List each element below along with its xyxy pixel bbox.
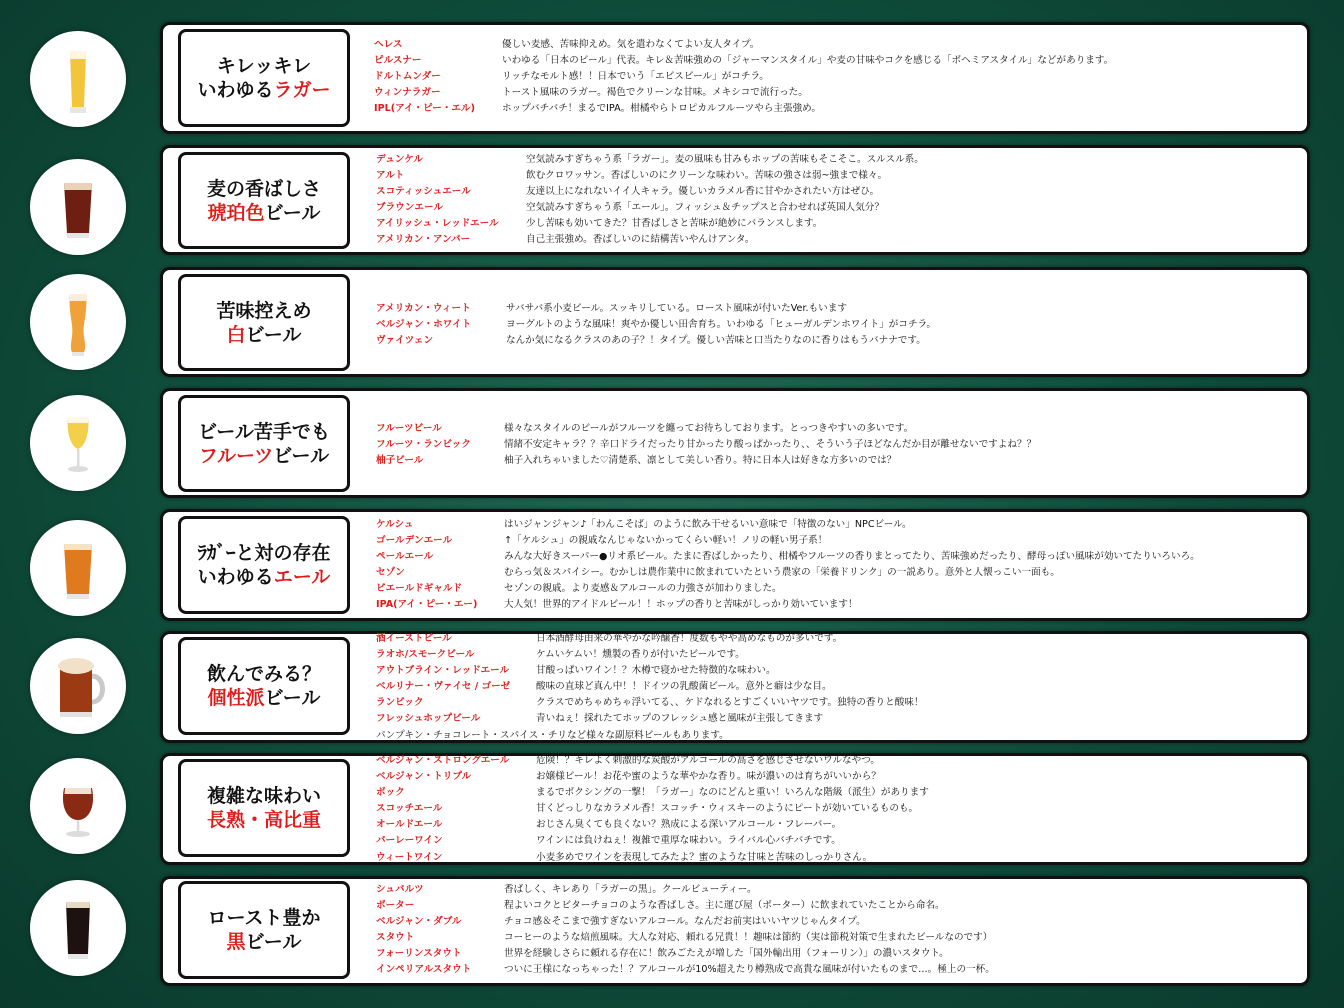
group-label-line2: 琥珀色ビール — [207, 201, 321, 224]
group-label-line1: 複雑な味わい — [206, 785, 321, 807]
list-item: ピルスナー いわゆる「日本のビール」代表。キレ＆苦味強めの「ジャーマンスタイル」や麦の甘味やコクを感じる「ボヘミアスタイル」などがあります。 — [374, 55, 1114, 67]
list-item: スコティッシュエール 友達以上になれないイイ人キャラ。優しいカラメル香に甘やかされたい方はぜひ。 — [376, 186, 880, 198]
list-item: ベルジャン・ストロングエール 危険！？キレよく刺激的な炭酸がアルコールの高さを感じさせないワルなやつ。 — [376, 755, 881, 766]
list-item: スタウト コーヒーのような焙煎風味。大人な対応、頼れる兄貴！！趣味は節約（実は節税対策で生まれたビールなのです） — [376, 932, 993, 944]
group-label-line2: いわゆるエール — [197, 566, 331, 588]
list-item: ベルジャン・ホワイト ヨーグルトのような風味！爽やか優しい田舎育ち。いわゆる「ヒューガルデンホワイト」がコチラ。 — [376, 319, 936, 331]
group-label-line2: フルーツビール — [198, 444, 330, 467]
group-label — [178, 152, 350, 249]
group-label — [178, 29, 350, 127]
list-item: ビエールドギャルド セゾンの親戚。より麦感＆アルコールの力強さが加わりました。 — [376, 583, 782, 595]
style-list — [376, 631, 924, 744]
group-label — [178, 759, 350, 857]
list-item: フレッシュホップビール 青いねぇ！採れたてホップのフレッシュ感と風味が主張してきます — [376, 713, 824, 725]
group-label-line1: ﾗｶﾞｰと対の存在 — [197, 542, 331, 564]
group-label-line1: 飲んでみる？ — [206, 663, 321, 685]
wheat-beer-glass-icon — [30, 274, 126, 370]
style-list — [374, 37, 1113, 117]
style-list — [376, 517, 1200, 614]
list-item: ヘレス 優しい麦感、苦味抑えめ。気を遣わなくてよい友人タイプ。 — [374, 39, 760, 50]
extra-note: パンプキン・チョコレート・スパイス・チリなど様々な副原料ビールもあります。 — [376, 729, 729, 741]
group-label — [178, 516, 350, 614]
style-list — [376, 152, 924, 249]
group-label-line1: ロースト豊か — [207, 907, 321, 929]
list-item: アルト 飲むクロワッサン。香ばしいのにクリーンな味わい。苦味の強さは弱~強まで様々。 — [376, 170, 888, 182]
list-item: IPL(アイ・ピー・エル) ホップバチバチ！まるでIPA。柑橘やらトロピカルフルーツやら主張強め。 — [374, 103, 821, 115]
list-item: ケルシュ はいジャンジャン♪「わんこそば」のように飲み干せるいい意味で「特徴のない」NPCビール。 — [376, 519, 912, 530]
list-item: ラオホ/スモークビール ケムいケムい！燻製の香りが付いたビールです。 — [376, 649, 745, 661]
list-item: アイリッシュ・レッドエール 少し苦味も効いてきた？甘香ばしさと苦味が絶妙にバランスします。 — [376, 218, 823, 230]
list-item: ベルジャン・ダブル チョコ感＆そこまで強すぎないアルコール。なんだお前実はいいヤツじゃんタイプ。 — [376, 916, 866, 928]
group-label-line2: 個性派ビール — [207, 687, 321, 709]
group-label — [178, 881, 350, 979]
style-list — [376, 301, 936, 349]
list-item: フルーツビール 様々なスタイルのビールがフルーツを纏ってお待ちしております。とっつきやすいの多いです。 — [376, 423, 914, 434]
stout-glass-icon — [30, 880, 126, 976]
list-item: ヴァイツェン なんか気になるクラスのあの子？！タイプ。優しい苦味と口当たりなのに香りはもうバナナです。 — [376, 335, 926, 347]
list-item: セゾン むらっ気＆スパイシー。むかしは農作業中に飲まれていたという農家の「栄養ドリンク」の一説あり。意外と人懐っこい一面も。 — [376, 567, 1060, 579]
group-label-line1: 麦の香ばしさ — [206, 177, 321, 200]
list-item: フォーリンスタウト 世界を経験しさらに頼れる存在に！飲みごたえが増した「国外輸出用（フォーリン）」の濃いスタウト。 — [376, 948, 949, 960]
list-item: ドルトムンダー リッチなモルト感！！日本でいう「エビスビール」がコチラ。 — [374, 71, 769, 83]
group-label-line1: キレッキレ — [216, 55, 312, 77]
tulip-glass-icon — [30, 395, 126, 491]
snifter-glass-icon — [30, 758, 126, 854]
group-label-line1: 苦味控えめ — [216, 299, 312, 322]
pint-ale-glass-icon — [30, 520, 126, 616]
style-list — [376, 421, 1036, 469]
list-item: ベルジャン・トリプル お嬢様ビール！お花や蜜のような華やかな香り。味が濃いのは育ちがいいから？ — [376, 771, 881, 783]
list-item: フルーツ・ランビック 情緒不安定キャラ？？辛口ドライだったり甘かったり酸っぱかったり、、そういう子ほどなんだか目が離せないですよね？？ — [376, 439, 1037, 451]
list-item: 柚子ビール 柚子入れちゃいました♡清楚系、凛として美しい香り。特に日本人は好きな方多いのでは？ — [376, 455, 897, 467]
group-label — [178, 274, 350, 371]
list-item: ベルリナー・ヴァイセ / ゴーゼ 酸味の直球ど真ん中！！ドイツの乳酸菌ビール。意外と癖は少な目。 — [376, 681, 832, 693]
list-item: アウトブライン・レッドエール 甘酸っぱいワイン！？木樽で寝かせた特徴的な味わい。 — [376, 665, 776, 677]
group-label-line2: 黒ビール — [226, 931, 302, 953]
list-item: アメリカン・ウィート サバサバ系小麦ビール。スッキリしている。ロースト風味が付いたVer.もいます — [376, 303, 847, 314]
list-item: ウィートワイン 小麦多めでワインを表現してみたよ？蜜のような甘味と苦味のしっかりさん。 — [376, 851, 873, 863]
group-label-line2: いわゆるラガー — [197, 79, 331, 101]
list-item: 酒イーストビール 日本酒酵母由来の華やかな吟醸香！度数もやや高めなものが多いです。 — [376, 633, 843, 644]
beer-mug-icon — [30, 638, 126, 734]
list-item: バーレーワイン ワインには負けねぇ！複雑で重厚な味わい。ライバル心バチバチです。 — [376, 835, 841, 847]
list-item: ゴールデンエール ↑「ケルシュ」の親戚なんじゃないかってくらい軽い！ノリの軽い男子系！ — [376, 535, 828, 547]
list-item: IPA(アイ・ピー・エー) 大人気！世界的アイドルビール！！ホップの香りと苦味がしっかり効いています！ — [376, 599, 858, 611]
list-item: スコッチエール 甘くどっしりなカラメル香！スコッチ・ウィスキーのようにピートが効いているものも。 — [376, 803, 919, 815]
list-item: ブラウンエール 空気読みすぎちゃう系「エール」。フィッシュ＆チップスと合わせれば英国人気分？ — [376, 202, 884, 214]
list-item: ポーター 程よいコクとビターチョコのような香ばしさ。主に運び屋（ポーター）に飲まれていたことから命名。 — [376, 900, 945, 912]
list-item: シュバルツ 香ばしく、キレあり「ラガーの黒」。クールビューティー。 — [376, 884, 757, 895]
list-item: インペリアルスタウト ついに王様になっちゃった！？アルコールが10%超えたり樽熟成で高貴な風味が付いたものまで…。極上の一杯。 — [376, 964, 995, 976]
amber-ale-glass-icon — [30, 159, 126, 255]
pilsner-glass-icon — [30, 31, 126, 127]
list-item: デュンケル 空気読みすぎちゃう系「ラガー」。麦の風味も甘みもホップの苦味もそこそこ。スルスル系。 — [376, 154, 924, 165]
group-label-line2: 長熟・高比重 — [206, 809, 321, 831]
list-item: アメリカン・アンバー 自己主張強め。香ばしいのに結構苦いやんけアンタ。 — [376, 234, 755, 246]
list-item: ボック まるでボクシングの一撃！「ラガー」なのにどんと重い！いろんな階級（派生）があります — [376, 787, 929, 799]
group-label — [178, 637, 350, 735]
group-label — [178, 395, 350, 492]
style-list — [376, 882, 995, 979]
list-item: オールドエール おじさん臭くても良くない？熟成による深いアルコール・フレーバー。 — [376, 819, 842, 831]
list-item: ウィンナラガー トースト風味のラガー。褐色でクリーンな甘味。メキシコで流行った。 — [374, 87, 808, 99]
list-item: ランビック クラスでめちゃめちゃ浮いてる、、ケドなれるとすごくいいヤツです。独特の香りと酸味！ — [376, 697, 924, 709]
group-label-line2: 白ビール — [226, 323, 302, 346]
group-label-line1: ビール苦手でも — [198, 420, 330, 443]
list-item: ペールエール みんな大好きスーパー●リオ系ビール。たまに香ばしかったり、柑橘やフルーツの香りまとってたり、苦味強めだったり、酵母っぽい風味が効いてたりいろいろ。 — [376, 551, 1200, 563]
style-list — [376, 753, 929, 866]
